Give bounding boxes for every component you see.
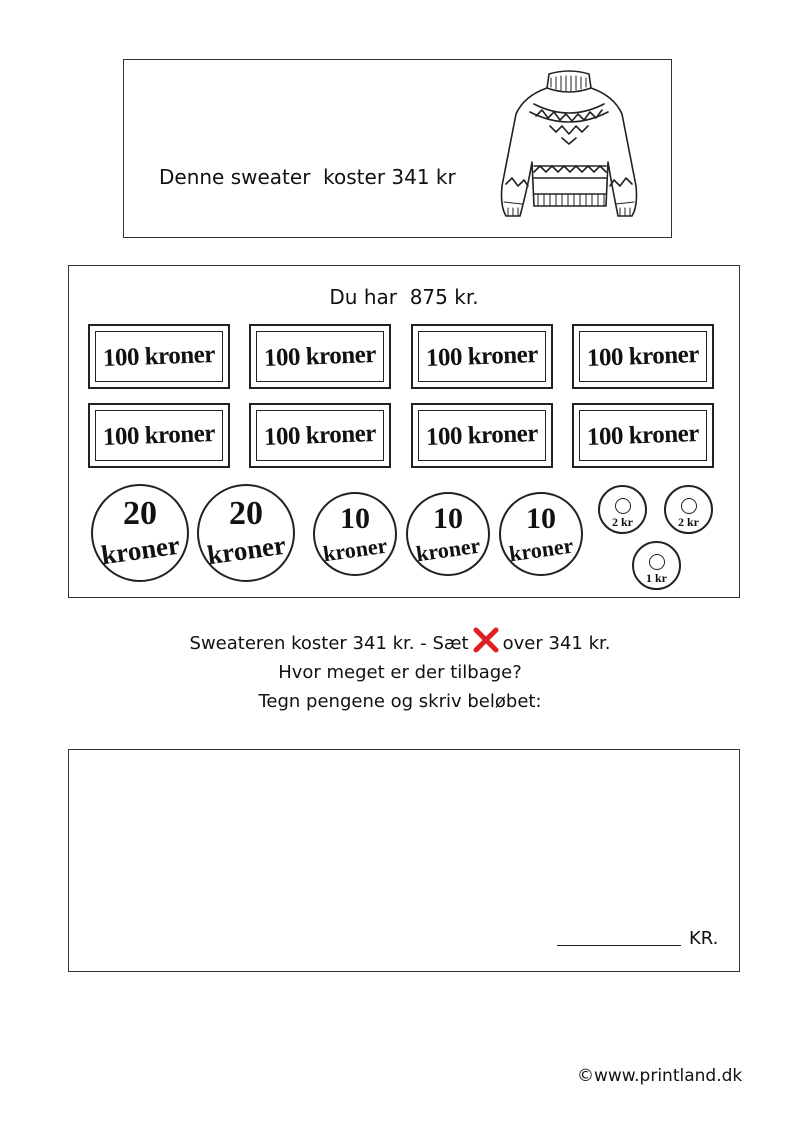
- coin-value: 10: [433, 501, 463, 535]
- coin-10: [406, 492, 490, 576]
- banknote-100: [572, 324, 714, 389]
- answer-unit: KR.: [689, 928, 719, 949]
- coin-unit: kroner: [414, 532, 482, 566]
- product-box: [123, 59, 672, 238]
- banknote-label: 100 kroner: [263, 340, 377, 372]
- coin-value: 10: [526, 501, 556, 535]
- coin-value: 20: [123, 494, 157, 532]
- instruction-text-before: Sweateren koster 341 kr. - Sæt: [189, 633, 469, 654]
- banknote-label: 100 kroner: [425, 340, 539, 372]
- banknote-label: 100 kroner: [263, 419, 377, 451]
- money-heading: Du har 875 kr.: [329, 285, 479, 309]
- coin-value: 20: [229, 494, 263, 532]
- answer-box[interactable]: [68, 749, 740, 972]
- coin-10: [499, 492, 583, 576]
- banknote-100: [411, 324, 553, 389]
- banknote-100: [572, 403, 714, 468]
- banknote-label: 100 kroner: [102, 419, 216, 451]
- coin-1: [632, 541, 681, 590]
- answer-line[interactable]: [557, 925, 681, 946]
- instruction-line-1: [0, 627, 800, 654]
- sweater-icon: [494, 66, 644, 228]
- banknote-label: 100 kroner: [102, 340, 216, 372]
- coin-value: 10: [340, 501, 370, 535]
- coin-unit: kroner: [98, 529, 182, 570]
- copyright-footer: ©www.printland.dk: [577, 1066, 743, 1086]
- coin-20: [91, 484, 189, 582]
- instruction-line-2: Hvor meget er der tilbage?: [278, 662, 522, 683]
- banknote-100: [88, 324, 230, 389]
- banknote-100: [249, 403, 391, 468]
- coin-10: [313, 492, 397, 576]
- red-x-icon: [473, 627, 499, 653]
- coin-20: [197, 484, 295, 582]
- coin-unit: kroner: [321, 532, 389, 566]
- coin-label: 2 kr: [612, 515, 633, 529]
- coin-2: [598, 485, 647, 534]
- banknote-100: [249, 324, 391, 389]
- price-text: Denne sweater koster 341 kr: [159, 165, 456, 189]
- coin-label: 2 kr: [678, 515, 699, 529]
- money-box: [68, 265, 740, 598]
- coin-unit: kroner: [204, 529, 288, 570]
- coin-unit: kroner: [507, 532, 575, 566]
- coin-2: [664, 485, 713, 534]
- instruction-text-after: over 341 kr.: [502, 633, 611, 654]
- banknote-label: 100 kroner: [586, 340, 700, 372]
- coin-label: 1 kr: [646, 571, 667, 585]
- banknote-label: 100 kroner: [425, 419, 539, 451]
- banknote-100: [88, 403, 230, 468]
- banknote-label: 100 kroner: [586, 419, 700, 451]
- banknote-100: [411, 403, 553, 468]
- instruction-line-3: Tegn pengene og skriv beløbet:: [258, 691, 542, 712]
